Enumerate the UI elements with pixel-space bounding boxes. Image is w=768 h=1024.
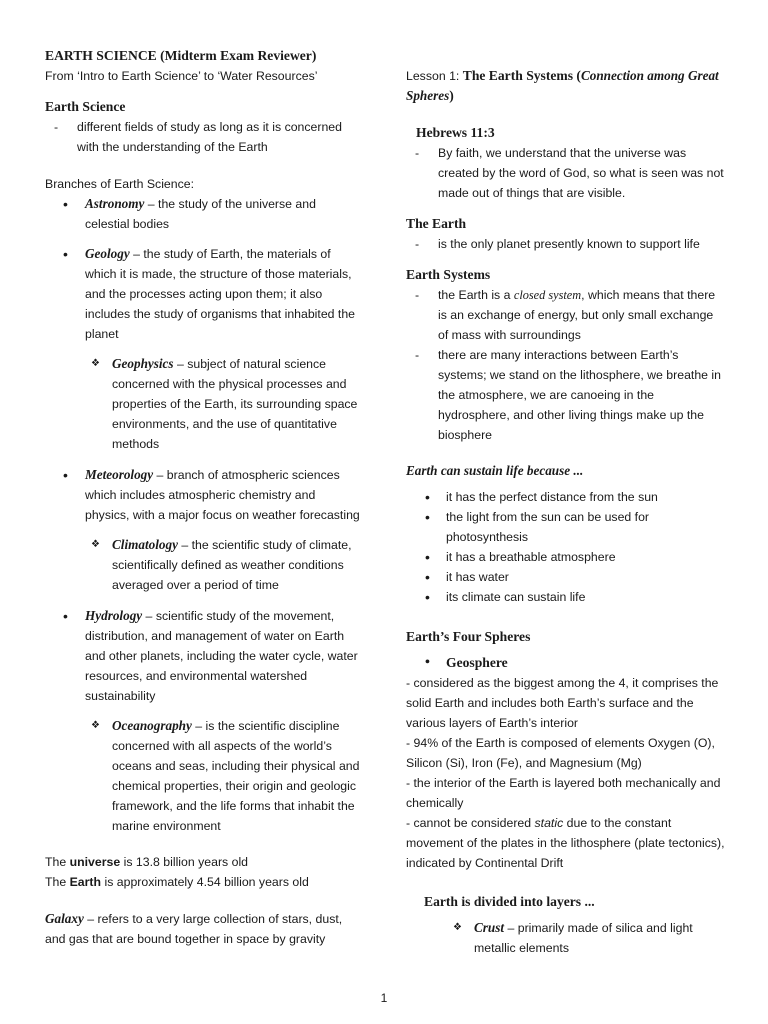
branch-def: – scientific study of the movement, distribution, and management of water on Earth and other planets, including the water cycle, water resources, and environmental watershed sustainability (85, 609, 358, 703)
page-number: 1 (380, 991, 388, 1005)
branch-hydrology (45, 606, 363, 706)
sub-branch-term: Geophysics (112, 356, 174, 371)
earth-systems-text-1 (406, 285, 726, 345)
universe-age (45, 852, 363, 872)
hebrews-text: - By faith, we understand that the universe was created by the word of God, so what is seen was not made out of things that are visible. (406, 143, 726, 203)
geosphere-line-1: - considered as the biggest among the 4, it comprises the solid Earth and includes both Earth’s surface and the various layers of Earth’s interior (406, 676, 719, 730)
sub-branch-term: Climatology (112, 537, 178, 552)
sustain-life-heading: Earth can sustain life because ... (406, 463, 584, 478)
branch-term: Geology (85, 246, 130, 261)
branch-def: – the study of the universe and celestial bodies (85, 197, 316, 231)
sub-branch-climatology (45, 535, 363, 595)
systems-italic: closed system (513, 288, 582, 302)
lesson-heading (406, 66, 726, 106)
lesson-prefix: Lesson 1: (406, 69, 463, 83)
hebrews-heading: Hebrews 11:3 (416, 125, 495, 140)
the-earth-text: - is the only planet presently known to support life (406, 234, 726, 254)
branch-term: Astronomy (85, 196, 145, 211)
galaxy-term: Galaxy (45, 911, 84, 926)
earth-age (45, 872, 363, 892)
the-earth-heading: The Earth (406, 216, 467, 231)
earth-post: is approximately 4.54 billion years old (101, 875, 309, 889)
branch-term: Hydrology (85, 608, 143, 623)
geo4-pre: - cannot be considered (406, 816, 535, 830)
title-paren: (Midterm Exam Reviewer) (156, 48, 317, 63)
document-subtitle: From ‘Intro to Earth Science’ to ‘Water Resources’ (45, 69, 318, 83)
list-item: • its climate can sustain life (406, 587, 726, 607)
sustain-life-list (406, 487, 726, 607)
universe-post: is 13.8 billion years old (120, 855, 249, 869)
universe-pre: The (45, 855, 70, 869)
earth-systems-heading: Earth Systems (406, 267, 491, 282)
galaxy-def: – refers to a very large collection of stars, dust, and gas that are bound together in space by gravity (45, 912, 343, 946)
earth-science-heading: Earth Science (45, 99, 126, 114)
four-spheres-heading: Earth’s Four Spheres (406, 629, 531, 644)
earth-science-definition: - different fields of study as long as it is concerned with the understanding of the Earth (45, 117, 363, 157)
systems-pre: the Earth is a (438, 288, 514, 302)
universe-word: universe (69, 855, 121, 869)
crust-def: – primarily made of silica and light metallic elements (474, 921, 693, 955)
sub-branch-oceanography (45, 716, 363, 836)
right-column (406, 66, 726, 958)
branch-meteorology (45, 465, 363, 525)
sub-branch-def: – subject of natural science concerned with the physical processes and properties of the Earth, its surrounding space environments, and the use of quantitative methods (112, 357, 358, 451)
geo4-post: due to the constant movement of the plates in the lithosphere (plate tectonics), indicated by Continental Drift (406, 816, 725, 870)
systems-post: , which means that there is an exchange of energy, but only small exchange of mass with surroundings (438, 288, 716, 342)
earth-systems-text-2: - there are many interactions between Earth’s systems; we stand on the lithosphere, we breathe in the atmosphere, we are canoeing in the hydrosphere, and other living things make up the biosphere (406, 345, 726, 445)
list-item: • the light from the sun can be used for photosynthesis (406, 507, 726, 547)
sub-branch-geophysics (45, 354, 363, 454)
earth-word: Earth (69, 875, 102, 889)
earth-pre: The (45, 875, 70, 889)
geosphere-label: • Geosphere (406, 653, 726, 673)
crust-term: Crust (474, 920, 505, 935)
geosphere-line-2: - 94% of the Earth is composed of elements Oxygen (O), Silicon (Si), Iron (Fe), and Magnesium (Mg) (406, 736, 715, 770)
left-column (45, 46, 363, 949)
list-item: • it has water (406, 567, 726, 587)
geo4-italic: static (534, 816, 564, 830)
lesson-title-italic: Connection among Great Spheres (406, 68, 719, 103)
layer-crust (406, 918, 726, 958)
list-item: • it has the perfect distance from the sun (406, 487, 726, 507)
layers-heading: Earth is divided into layers ... (424, 894, 595, 909)
lesson-title-close: ) (449, 88, 454, 103)
geosphere-line-4 (406, 813, 726, 873)
branch-geology (45, 244, 363, 344)
lesson-title: The Earth Systems ( (462, 68, 581, 83)
sub-branch-term: Oceanography (112, 718, 192, 733)
geosphere-line-3: - the interior of the Earth is layered both mechanically and chemically (406, 776, 721, 810)
title-main: EARTH SCIENCE (45, 48, 157, 63)
document-title (45, 46, 363, 66)
branch-def: – the study of Earth, the materials of which it is made, the structure of those materials, and the processes acting upon them; it also includes the study of organisms that inhabited the planet (85, 247, 356, 341)
branch-def: – branch of atmospheric sciences which includes atmospheric chemistry and physics, with a major focus on weather forecasting (85, 468, 360, 522)
sub-branch-def: – the scientific study of climate, scientifically defined as weather conditions averaged over a period of time (112, 538, 352, 592)
list-item: • it has a breathable atmosphere (406, 547, 726, 567)
branches-intro: Branches of Earth Science: (45, 177, 195, 191)
galaxy-definition (45, 909, 363, 949)
branch-astronomy (45, 194, 363, 234)
branch-term: Meteorology (85, 467, 154, 482)
sub-branch-def: – is the scientific discipline concerned with all aspects of the world’s oceans and seas, including their physical and chemical properties, their origin and geologic framework, and the life forms that inhabit the marine environment (112, 719, 360, 833)
